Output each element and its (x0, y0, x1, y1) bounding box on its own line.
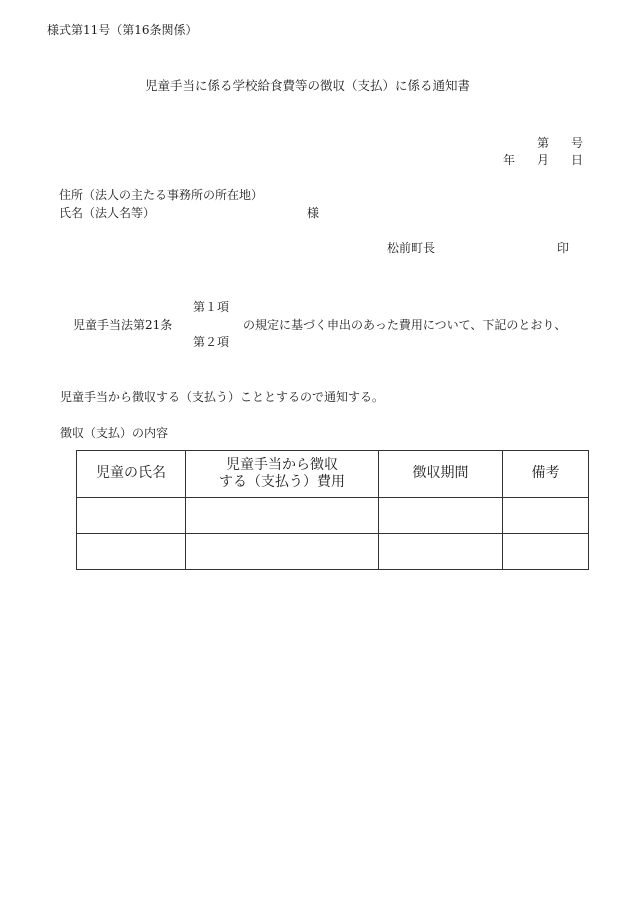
header-collection-period: 徴収期間 (379, 451, 503, 498)
table-cell-collection-period (379, 498, 503, 534)
document-number-line (537, 137, 583, 149)
seal-mark: 印 (557, 241, 570, 255)
recipient-name-label: 氏名（法人名等） (59, 206, 156, 220)
table-cell-remarks (503, 534, 589, 570)
collection-details-table (76, 450, 589, 570)
number-dai-label: 第 (536, 136, 549, 150)
body-text-line-1: の規定に基づく申出のあった費用について、下記のとおり、 (243, 318, 567, 332)
recipient-honorific: 様 (307, 206, 320, 220)
clause-option-2: 第２項 (193, 335, 230, 349)
header-remarks: 備考 (503, 451, 589, 498)
header-collection-cost (186, 451, 379, 498)
table-row (77, 498, 589, 534)
table-cell-child-name (77, 534, 186, 570)
table-row (77, 534, 589, 570)
header-collection-cost-line-2: する（支払う）費用 (219, 474, 345, 490)
date-year-label: 年 (502, 153, 515, 167)
form-number: 様式第11号（第16条関係） (47, 23, 198, 37)
table-cell-child-name (77, 498, 186, 534)
date-month-label: 月 (536, 153, 549, 167)
header-child-name: 児童の氏名 (77, 451, 186, 498)
table-cell-collection-cost (186, 498, 379, 534)
date-day-label: 日 (570, 153, 583, 167)
body-text-line-2: 児童手当から徴収する（支払う）こととするので通知する。 (60, 390, 385, 404)
recipient-address-label: 住所（法人の主たる事務所の所在地） (59, 188, 264, 202)
law-reference: 児童手当法第21条 (73, 318, 173, 332)
table-cell-collection-period (379, 534, 503, 570)
header-collection-cost-line-1: 児童手当から徴収 (226, 456, 338, 473)
document-title: 児童手当に係る学校給食費等の徴収（支払）に係る通知書 (145, 78, 471, 93)
date-line (503, 154, 583, 166)
issuer-name: 松前町長 (387, 241, 436, 255)
table-header-row (77, 451, 589, 498)
section-heading: 徴収（支払）の内容 (60, 426, 169, 440)
number-go-label: 号 (570, 136, 583, 150)
clause-option-1: 第１項 (193, 300, 230, 314)
table-cell-remarks (503, 498, 589, 534)
table-cell-collection-cost (186, 534, 379, 570)
